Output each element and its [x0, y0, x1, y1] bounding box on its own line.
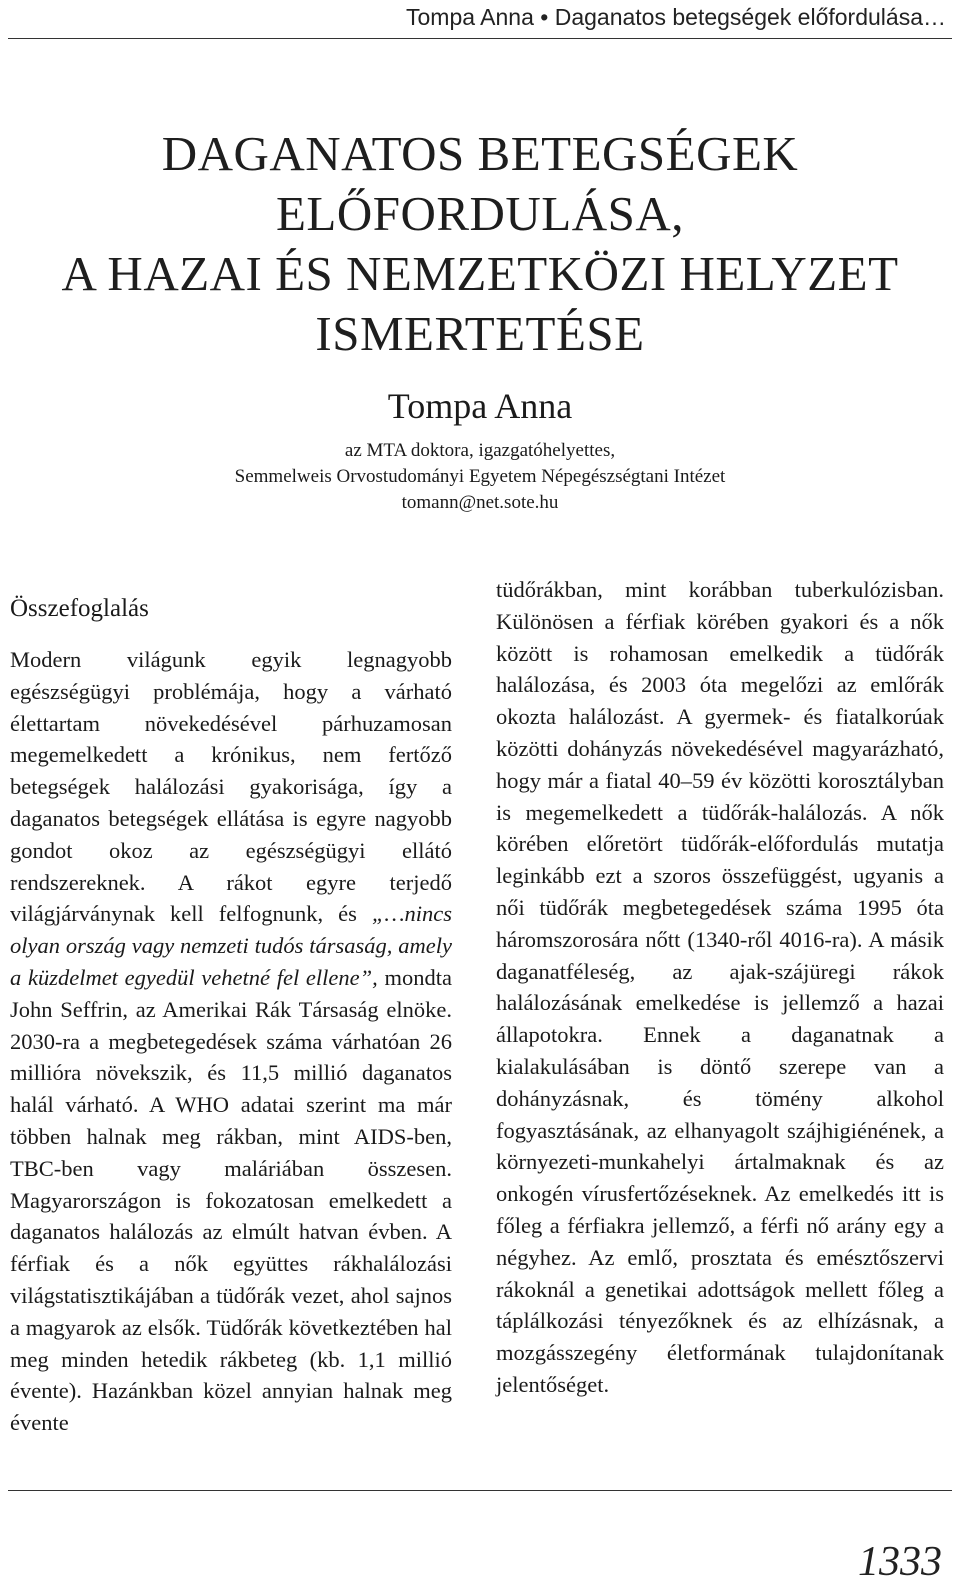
- abstract-paragraph-left: [10, 644, 452, 1439]
- author-email: tomann@net.sote.hu: [401, 492, 559, 513]
- running-head: Tompa Anna • Daganatos betegségek előfordulása…: [406, 4, 946, 30]
- abstract-paragraph-right: tüdőrákban, mint korábban tuberkulózisban. Különösen a férfiak körében gyakori és a nők között is rohamosan emelkedik a tüdőrák halálozása, és 2003 óta megelőzi az emlőrák okozta halálozást. A gyermek- és fiatalkorúak közötti dohányzás növekedésével magyarázható, hogy már a fiatal 40–59 év közötti korosztályban is megemelkedett a tüdőrák-halálozás. A nők körében előretört tüdőrák-előfordulás mutatja leginkább ezt a szoros összefüggést, ugyanis a női tüdőrák megbetegedések száma 1995 óta háromszorosára nőtt (1340-ről 4016-ra). A másik daganatféleség, az ajak-szájüregi rákok halálozásának emelkedése is jellemző a hazai állapotokra. Ennek a daganatnak a kialakulásában is döntő szerepe van a dohányzásnak, és tömény alkohol fogyasztásának, az elhanyagolt szájhigiénének, a környezeti-munkahelyi ártalmaknak és az onkogén vírusfertőzéseknek. Az emelkedés itt is főleg a férfiakra jellemző, a férfi nő arány egy a négyhez. Az emlő, prosztata és emésztőszervi rákoknál a genetikai adottságok mellett főleg a táplálkozási tényezőknek és az elhízásnak, a mozgásszegény életformának tulajdonítanak jelentőséget.: [496, 577, 944, 1397]
- footer-rule: [8, 1490, 952, 1491]
- left-column: [10, 593, 452, 1439]
- title-line: ELŐFORDULÁSA,: [275, 186, 685, 241]
- abstract-quote: „…nincs olyan ország vagy nemzeti tudós társaság, amely a küzdelmet egyedül vehetné fel ellene”,: [10, 901, 452, 990]
- article-title: [0, 124, 960, 364]
- abstract-text: Modern világunk egyik legnagyobb egészségügyi problémája, hogy a várható élettartam növekedésével párhuzamosan megemelkedett a krónikus, nem fertőző betegségek halálozási gyakorisága, így a daganatos betegségek ellátása is egyre nagyobb gondot okoz az egészségügyi ellátó rendszereknek. A rákot egyre terjedő világjárványnak kell felfognunk, és: [10, 647, 452, 927]
- page-number: 1333: [858, 1539, 942, 1585]
- abstract-heading: Összefoglalás: [10, 595, 149, 622]
- title-line: A HAZAI ÉS NEMZETKÖZI HELYZET: [61, 246, 899, 301]
- author-name: Tompa Anna: [387, 386, 573, 426]
- affiliation-institution: Semmelweis Orvostudományi Egyetem Népegészségtani Intézet: [234, 466, 726, 487]
- abstract-text: mondta John Seffrin, az Amerikai Rák Társaság elnöke. 2030-ra a megbetegedések száma várhatóan 26 millióra növekszik, és 11,5 millió daganatos halál várható. A WHO adatai szerint ma már többen halnak meg rákban, mint AIDS-ben, TBC-ben vagy maláriában összesen. Magyarországon is fokozatosan emelkedett a daganatos halálozás az elmúlt hatvan évben. A férfiak és a nők együttes rákhalálozási világstatisztikájában a tüdőrák vezet, ahol sajnos a magyarok az elsők. Tüdőrák következtében hal meg minden hetedik rákbeteg (kb. 1,1 millió évente). Hazánkban közel annyian halnak meg évente: [10, 964, 452, 1436]
- affiliation-title: az MTA doktora, igazgatóhelyettes,: [344, 440, 616, 461]
- title-line: DAGANATOS BETEGSÉGEK: [161, 126, 799, 181]
- header-rule: [8, 38, 952, 39]
- title-line: ISMERTETÉSE: [315, 306, 645, 361]
- author-affiliation: [0, 438, 960, 516]
- right-column: [496, 574, 944, 1401]
